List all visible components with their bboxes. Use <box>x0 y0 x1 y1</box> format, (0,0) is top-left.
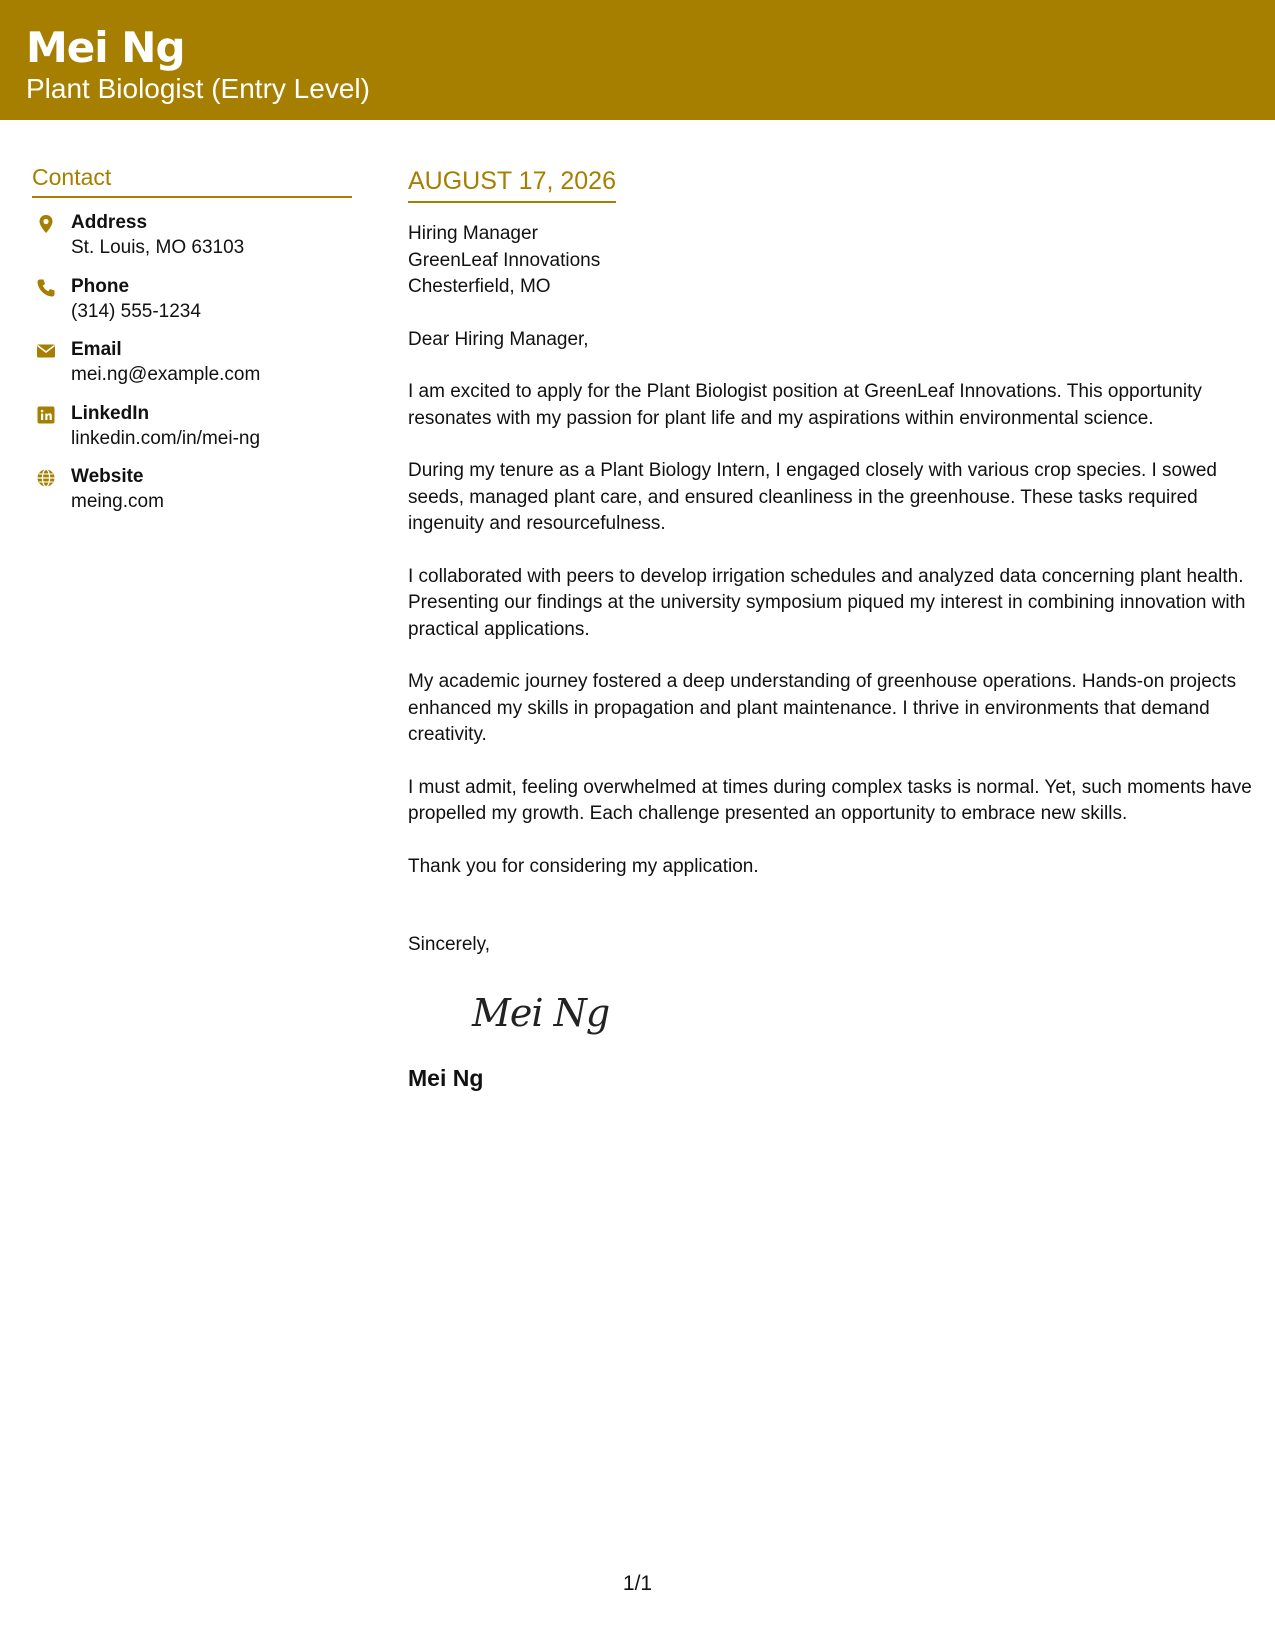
letter-date: AUGUST 17, 2026 <box>408 165 616 203</box>
contact-label: LinkedIn <box>71 402 150 424</box>
applicant-name: Mei Ng <box>26 23 185 72</box>
thank-you-paragraph: Thank you for considering my application. <box>408 855 759 877</box>
contact-item-linkedin <box>32 401 352 465</box>
job-title: Plant Biologist (Entry Level) <box>26 73 370 104</box>
page-number: 1/1 <box>622 1572 653 1595</box>
contact-label: Website <box>71 466 144 487</box>
recipient-line: Hiring Manager <box>408 223 538 244</box>
body-paragraph: I collaborated with peers to develop irrigation schedules and analyzed data concerning plant health. Presenting our findings at the university symposium piqued my interest in combining innovation with practical applications. <box>408 565 1246 640</box>
contact-list <box>32 210 352 528</box>
globe-icon <box>36 468 56 488</box>
contact-label: Address <box>71 212 148 233</box>
recipient-company: GreenLeaf Innovations <box>408 249 601 271</box>
letter-body <box>408 165 1253 1093</box>
contact-item-phone <box>32 274 352 338</box>
closing: Sincerely, <box>408 934 491 955</box>
contact-value: mei.ng@example.com <box>71 364 261 385</box>
map-pin-icon <box>36 214 56 234</box>
contact-item-email <box>32 337 352 401</box>
contact-label: Email <box>71 339 122 360</box>
contact-label: Phone <box>71 275 130 297</box>
phone-icon <box>36 278 56 298</box>
contact-item-address <box>32 210 352 274</box>
envelope-icon <box>36 341 56 361</box>
contact-value: (314) 555-1234 <box>71 300 201 322</box>
contact-item-website <box>32 464 352 528</box>
contact-value: linkedin.com/in/mei-ng <box>71 427 261 449</box>
body-paragraph: During my tenure as a Plant Biology Intern, I engaged closely with various crop species. I sowed seeds, managed plant care, and ensured cleanliness in the greenhouse. These tasks required ingenuity and resourcefulness. <box>408 460 1217 534</box>
body-paragraph: I am excited to apply for the Plant Biologist position at GreenLeaf Innovations. This opportunity resonates with my passion for plant life and my aspirations within environmental science. <box>408 381 1202 429</box>
header-banner <box>0 0 1275 120</box>
salutation: Dear Hiring Manager, <box>408 328 589 350</box>
contact-sidebar <box>32 162 352 528</box>
body-paragraph: I must admit, feeling overwhelmed at times during complex tasks is normal. Yet, such moments have propelled my growth. Each challenge presented an opportunity to embrace new skills. <box>408 776 1252 824</box>
linkedin-icon <box>36 405 56 425</box>
body-paragraph: My academic journey fostered a deep understanding of greenhouse operations. Hands-on projects enhanced my skills in propagation and plant maintenance. I thrive in environments that demand creativity. <box>408 671 1237 745</box>
contact-heading: Contact <box>32 162 352 198</box>
contact-value: meing.com <box>71 491 164 512</box>
recipient-block <box>408 221 1253 301</box>
handwritten-signature: Mei Ng <box>472 990 610 1035</box>
signer-name: Mei Ng <box>408 1064 484 1091</box>
contact-value: St. Louis, MO 63103 <box>71 237 245 258</box>
recipient-location: Chesterfield, MO <box>408 276 551 297</box>
